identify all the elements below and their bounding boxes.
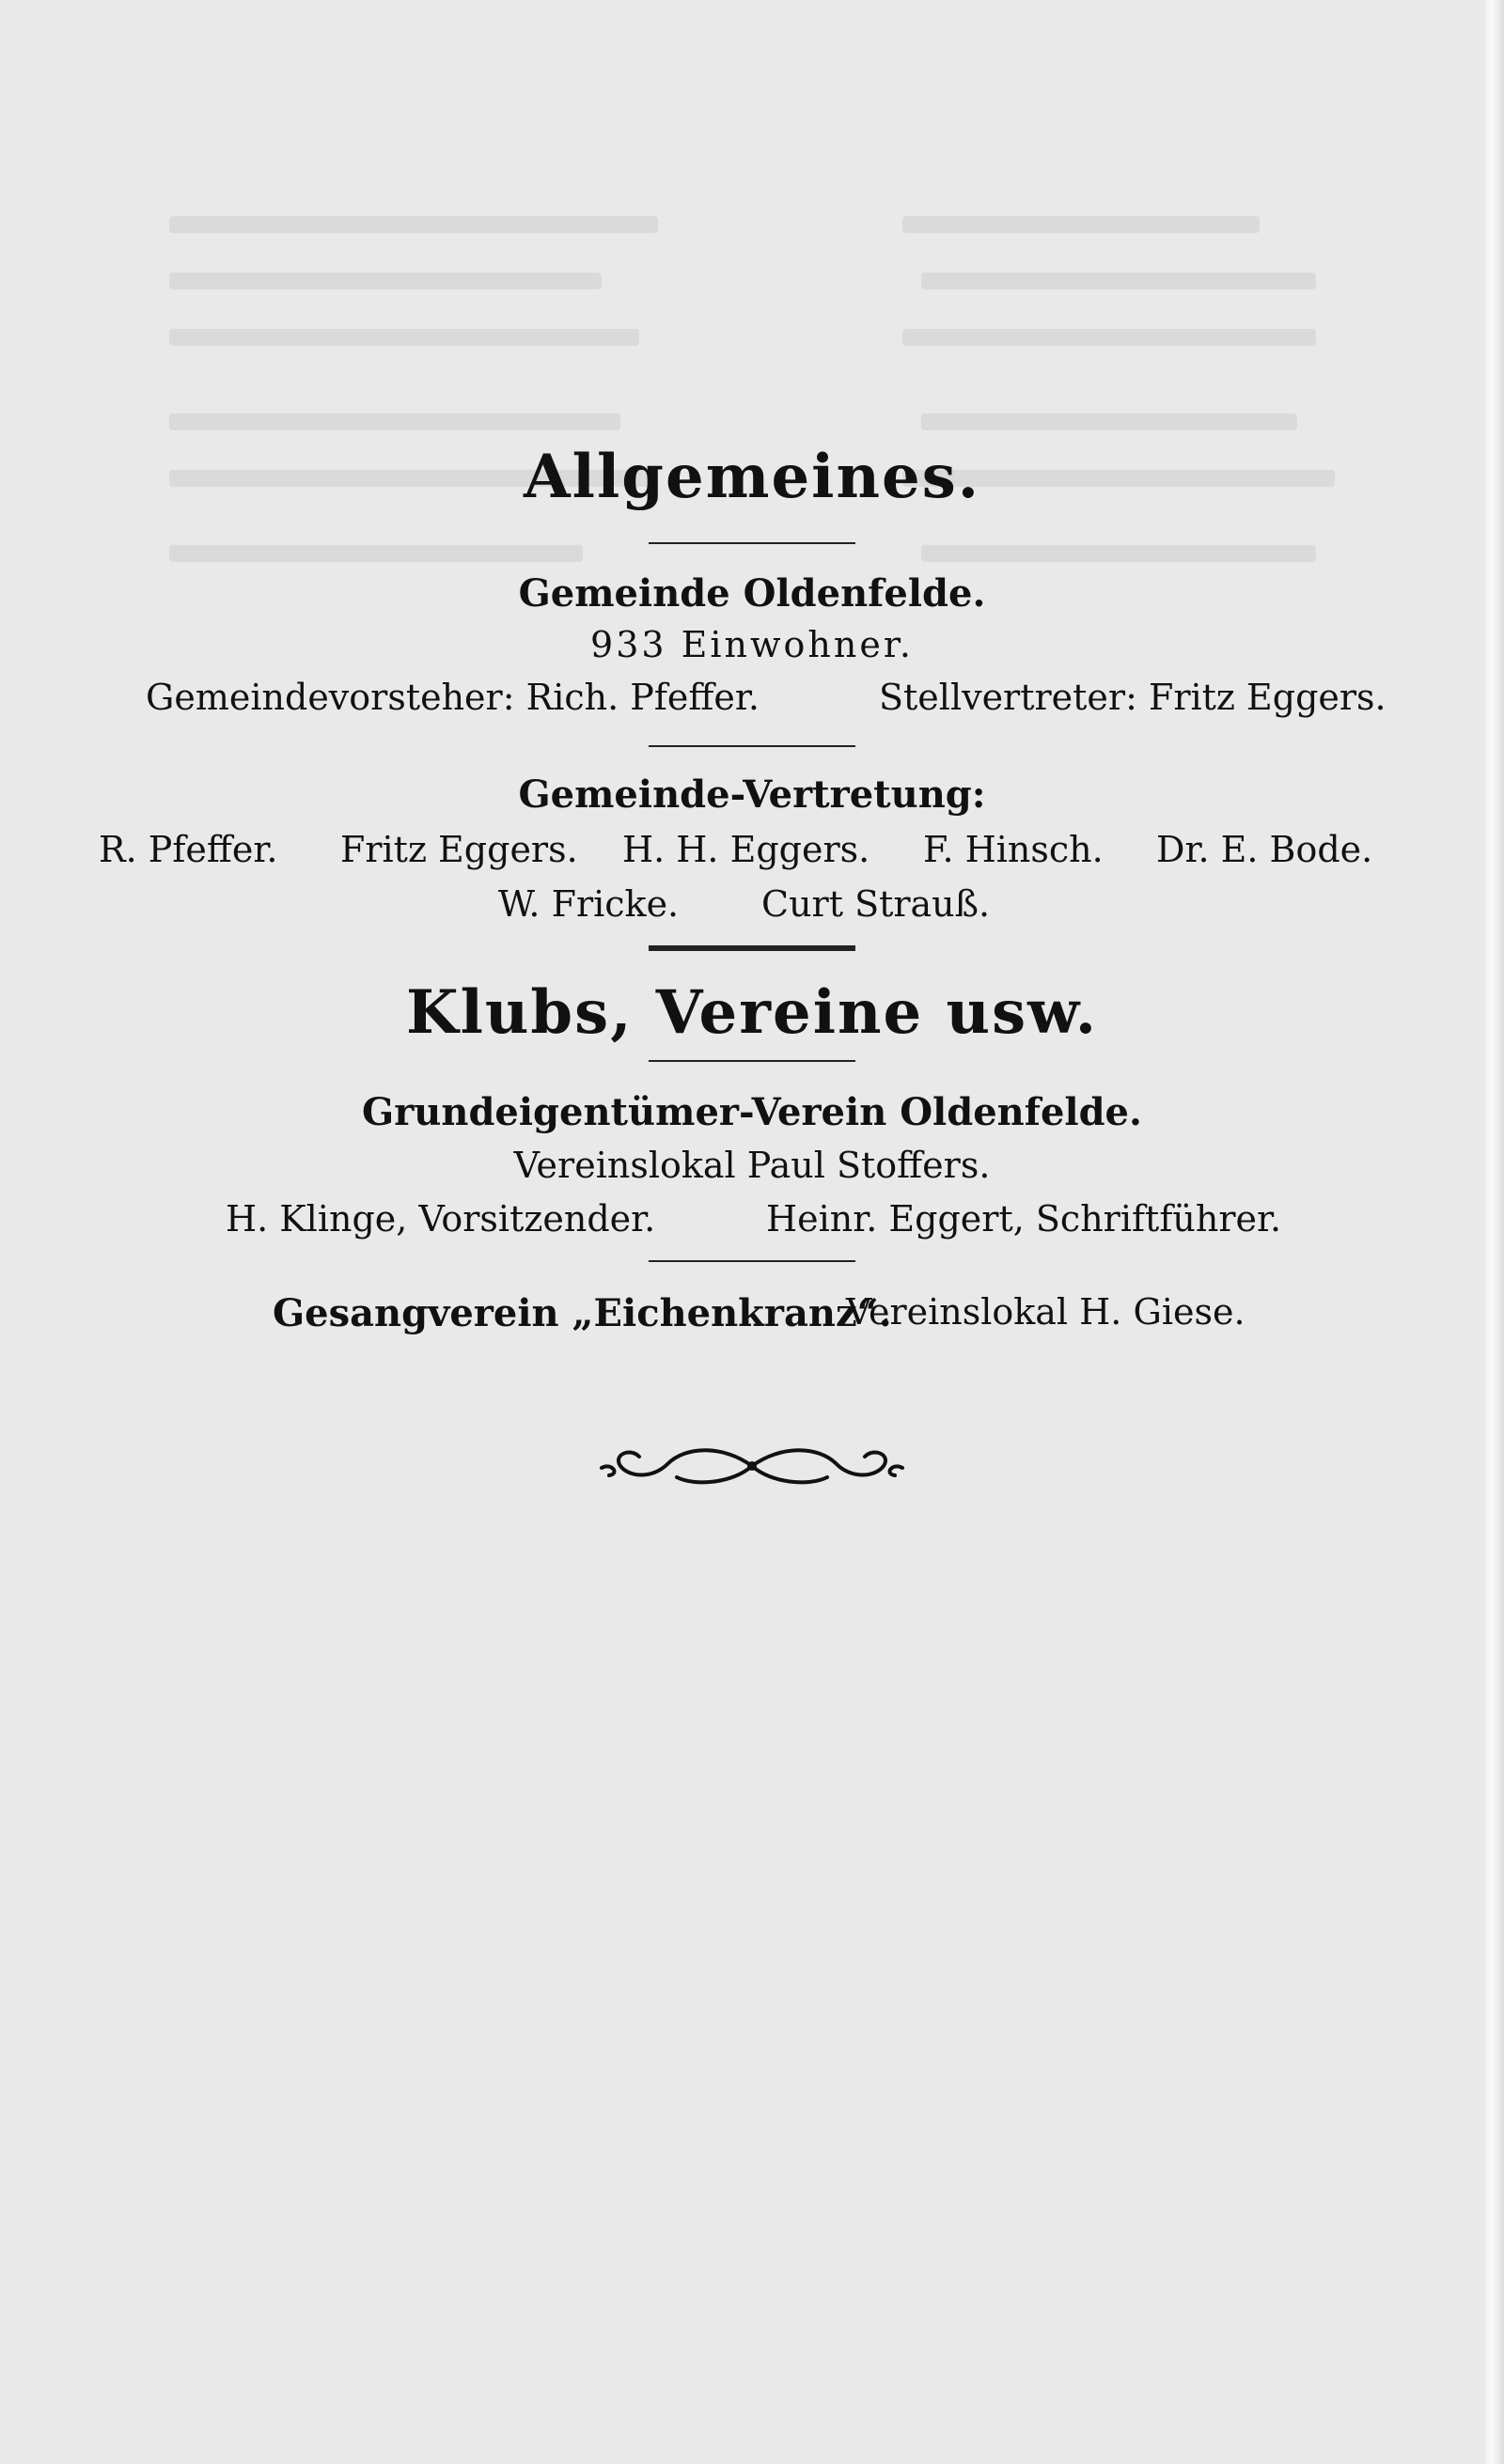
- divider: [649, 1060, 855, 1062]
- member: R. Pfeffer.: [99, 829, 278, 870]
- verein-name: Grundeigentümer-Verein Oldenfelde.: [362, 1090, 1142, 1134]
- divider: [649, 745, 855, 747]
- member: H. H. Eggers.: [622, 829, 870, 870]
- section-divider: [649, 945, 855, 951]
- member: Dr. E. Bode.: [1156, 829, 1373, 870]
- ornament-icon: [592, 1436, 912, 1496]
- gemeinde-vertretung-heading: Gemeinde-Vertretung:: [518, 772, 986, 817]
- divider: [649, 542, 855, 544]
- gesangverein-lokal: Vereinslokal H. Giese.: [846, 1291, 1246, 1333]
- section-title-allgemeines: Allgemeines.: [523, 442, 981, 512]
- stellvertreter: Stellvertreter: Fritz Eggers.: [879, 677, 1386, 718]
- section-title-klubs: Klubs, Vereine usw.: [405, 977, 1099, 1048]
- member: W. Fricke.: [498, 883, 680, 925]
- member: Fritz Eggers.: [340, 829, 578, 870]
- member: F. Hinsch.: [923, 829, 1104, 870]
- gesangverein-name: Gesangverein „Eichenkranz“.: [273, 1291, 892, 1335]
- verein-vorsitzender: H. Klinge, Vorsitzender.: [226, 1198, 656, 1240]
- einwohner-count: 933 Einwohner.: [590, 624, 914, 665]
- gemeindevorsteher: Gemeindevorsteher: Rich. Pfeffer.: [146, 677, 760, 718]
- page-edge: [1485, 0, 1504, 2464]
- divider: [649, 1260, 855, 1262]
- verein-schriftfuehrer: Heinr. Eggert, Schriftführer.: [766, 1198, 1282, 1240]
- gemeinde-name: Gemeinde Oldenfelde.: [518, 571, 986, 616]
- member: Curt Strauß.: [761, 883, 991, 925]
- verein-lokal: Vereinslokal Paul Stoffers.: [513, 1145, 991, 1186]
